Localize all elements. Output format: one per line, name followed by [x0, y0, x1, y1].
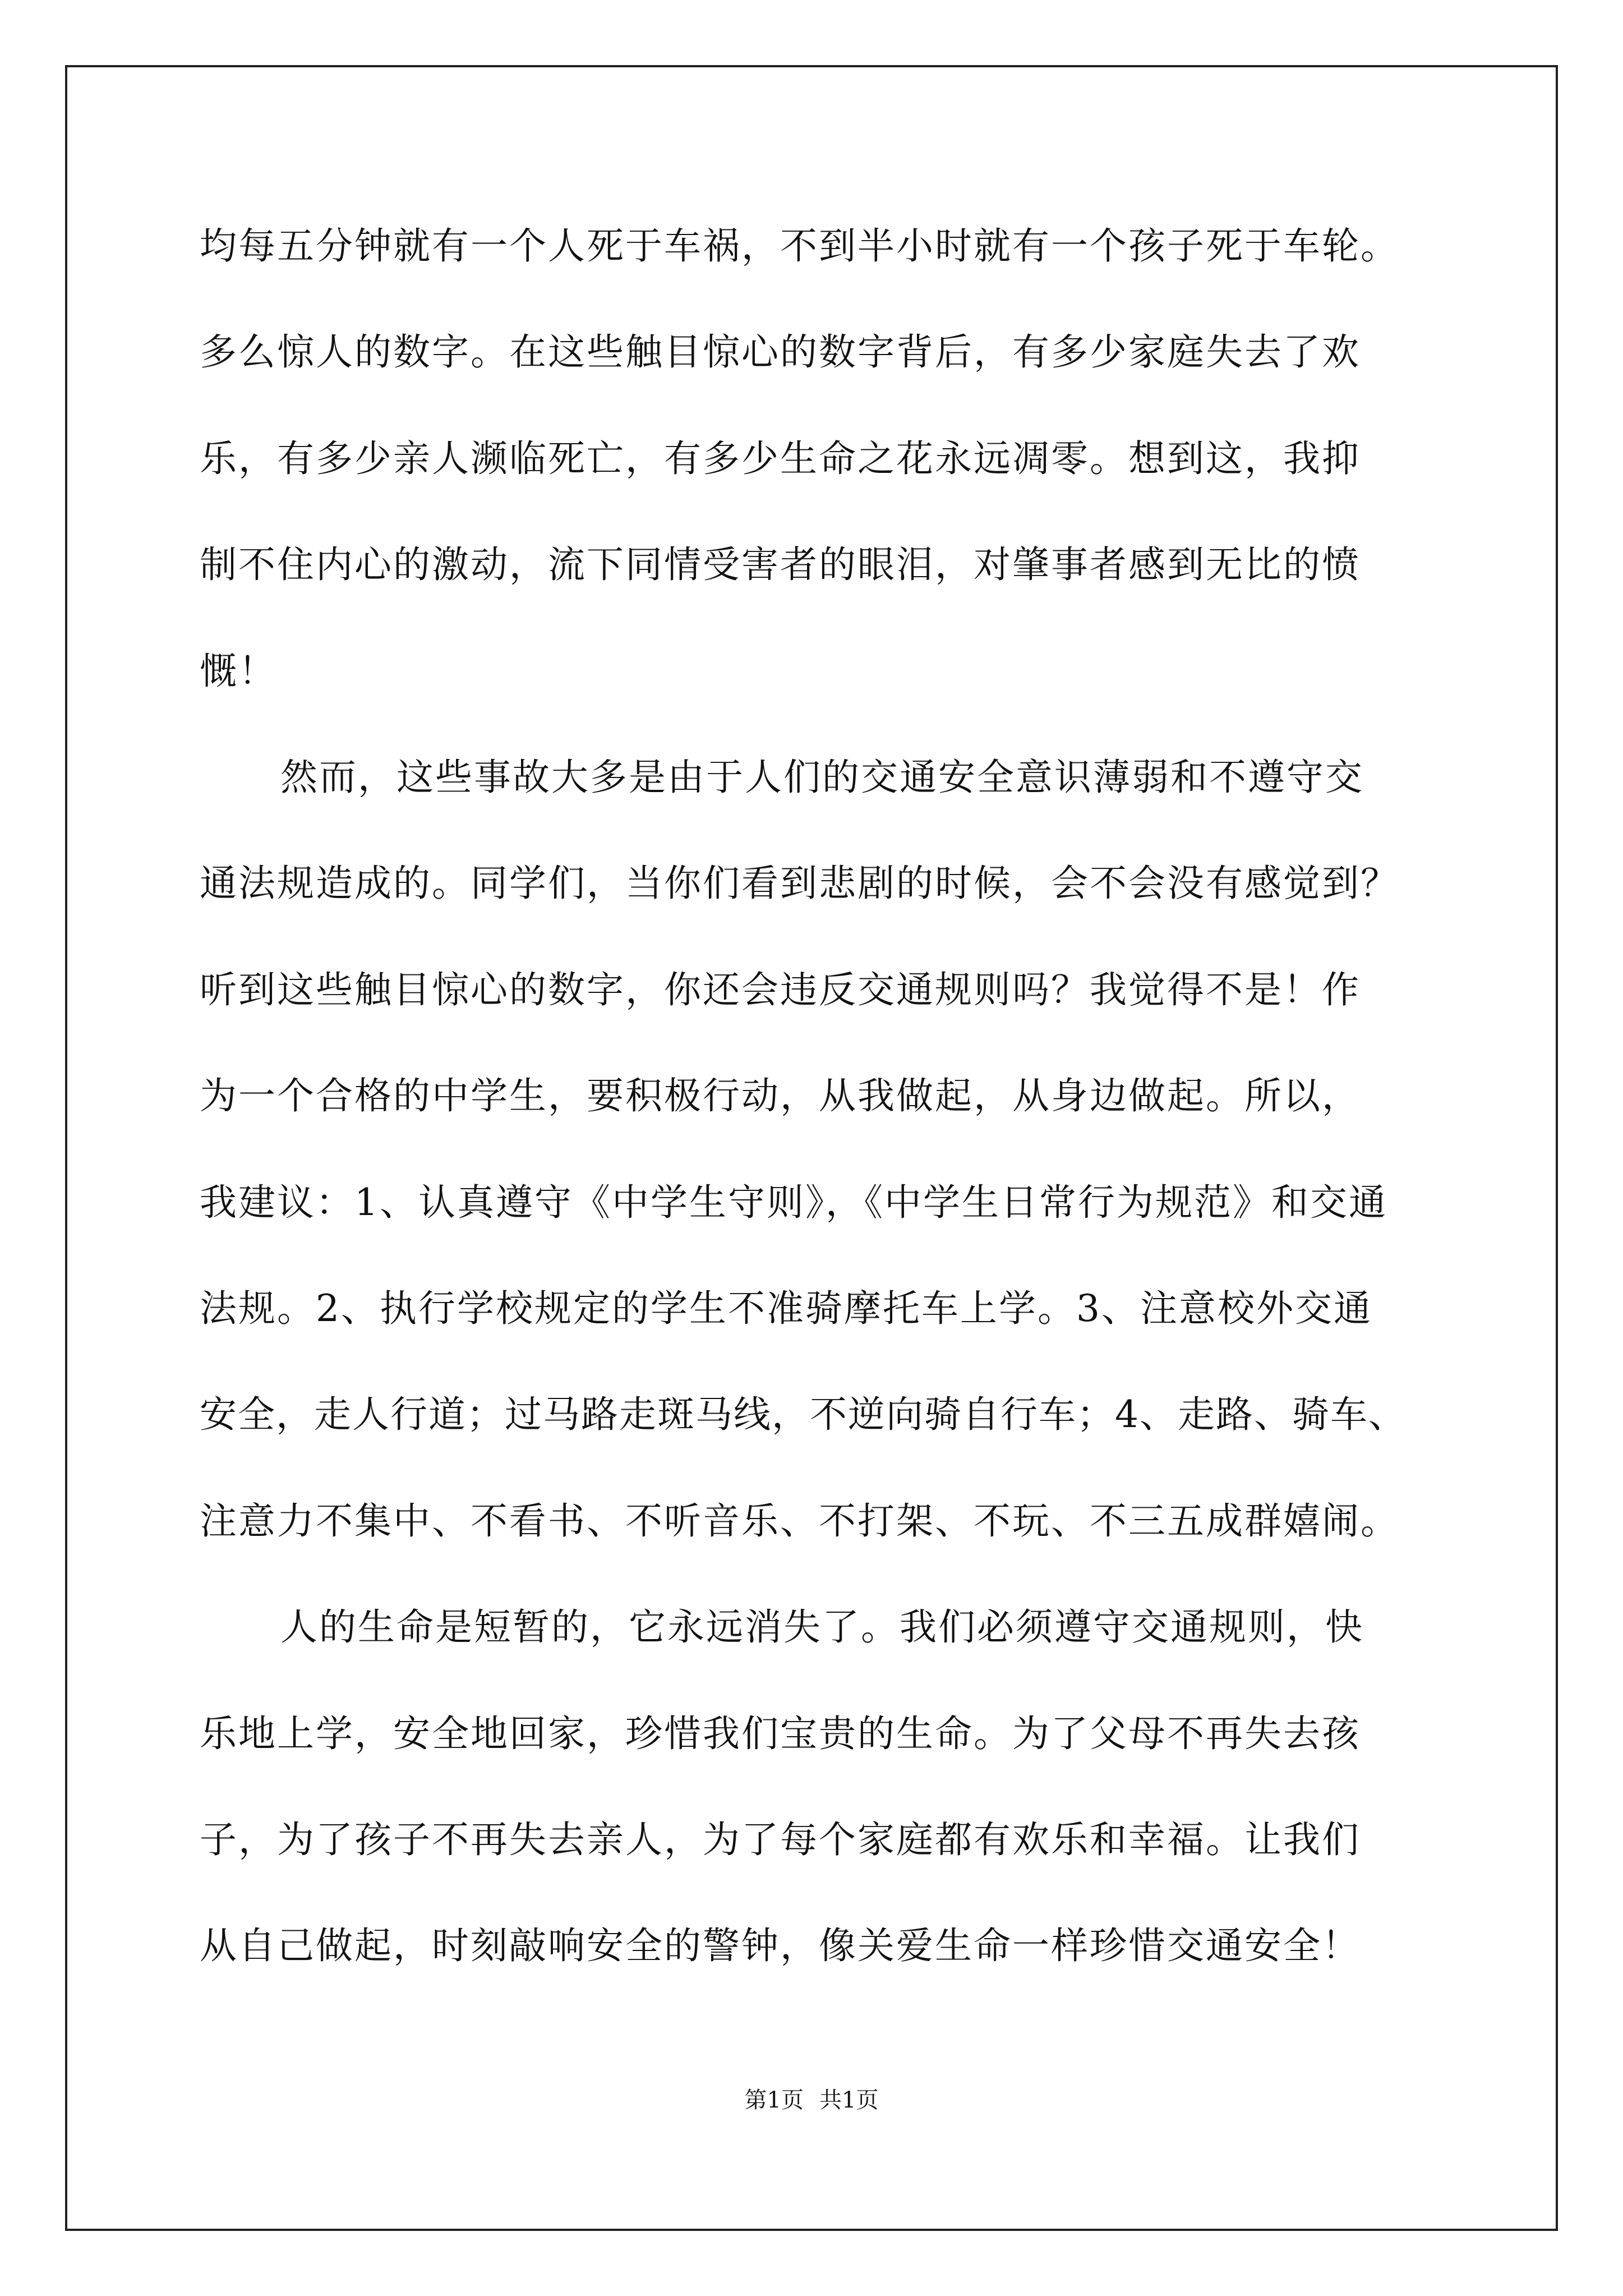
text-line: 安全，走人行道；过马路走斑马线，不逆向骑自行车；4、走路、骑车、: [200, 1393, 1407, 1436]
paragraph-first-line: 然而，这些事故大多是由于人们的交通安全意识薄弱和不遵守交: [280, 756, 1364, 799]
text-line: 多么惊人的数字。在这些触目惊心的数字背后，有多少家庭失去了欢: [200, 330, 1361, 374]
text-line: 慨！: [200, 650, 277, 693]
text-line: 听到这些触目惊心的数字，你还会违反交通规则吗？我觉得不是！作: [200, 968, 1361, 1011]
text-line: 制不住内心的激动，流下同情受害者的眼泪，对肇事者感到无比的愤: [200, 543, 1361, 586]
text-line: 子，为了孩子不再失去亲人，为了每个家庭都有欢乐和幸福。让我们: [200, 1818, 1361, 1861]
text-line: 乐地上学，安全地回家，珍惜我们宝贵的生命。为了父母不再失去孩: [200, 1712, 1361, 1755]
page-total: 共1页: [819, 2087, 879, 2113]
text-line: 我建议：1、认真遵守《中学生守则》，《中学生日常行为规范》和交通: [200, 1181, 1387, 1224]
text-line: 乐，有多少亲人濒临死亡，有多少生命之花永远凋零。想到这，我抑: [200, 437, 1361, 480]
page-number: 第1页: [744, 2087, 804, 2113]
text-line: 均每五分钟就有一个人死于车祸，不到半小时就有一个孩子死于车轮。: [200, 224, 1399, 268]
text-line: 通法规造成的。同学们，当你们看到悲剧的时候，会不会没有感觉到？: [200, 862, 1399, 905]
page-footer: [0, 2083, 1623, 2117]
text-line: 为一个合格的中学生，要积极行动，从我做起，从身边做起。所以，: [200, 1074, 1361, 1117]
paragraph-first-line: 人的生命是短暂的，它永远消失了。我们必须遵守交通规则，快: [280, 1605, 1364, 1649]
text-line: 注意力不集中、不看书、不听音乐、不打架、不玩、不三五成群嬉闹。: [200, 1499, 1399, 1543]
page-border: [65, 65, 1558, 2231]
text-line: 从自己做起，时刻敲响安全的警钟，像关爱生命一样珍惜交通安全！: [200, 1924, 1361, 1967]
text-line: 法规。2、执行学校规定的学生不准骑摩托车上学。3、注意校外交通: [200, 1287, 1372, 1330]
